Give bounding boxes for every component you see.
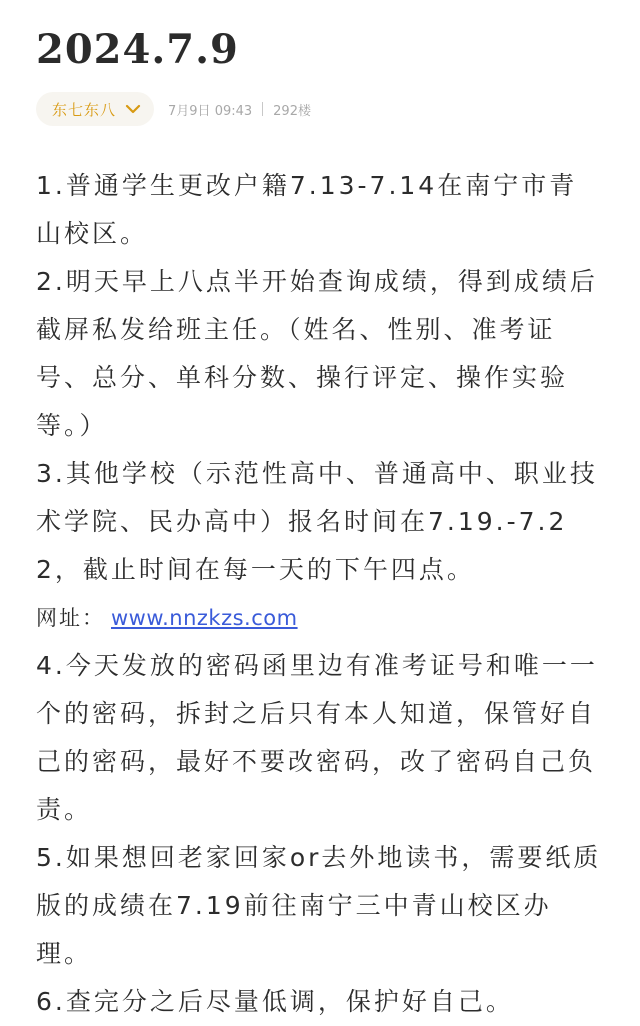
url-link[interactable]: www.nnzkzs.com xyxy=(111,606,298,630)
meta-divider xyxy=(262,102,263,116)
post-title: 2024.7.9 xyxy=(36,26,239,73)
author-name: 东七东八 xyxy=(52,100,117,119)
post-date: 7月9日 09:43 xyxy=(168,103,253,119)
paragraph-4: 4.今天发放的密码函里边有准考证号和唯一一个的密码，拆封之后只有本人知道，保管好自己的密码，最好不要改密码，改了密码自己负责。 xyxy=(36,651,598,824)
paragraph-1: 1.普通学生更改户籍7.13-7.14在南宁市青山校区。 xyxy=(36,171,578,248)
paragraph-3: 3.其他学校（示范性高中、普通高中、职业技术学院、民办高中）报名时间在7.19.-7.22，截止时间在每一天的下午四点。 xyxy=(36,459,598,584)
floor-number: 292楼 xyxy=(273,103,311,119)
post-meta xyxy=(36,92,311,126)
paragraph-2: 2.明天早上八点半开始查询成绩，得到成绩后截屏私发给班主任。（姓名、性别、准考证号、总分、单科分数、操行评定、操作实验等。） xyxy=(36,267,598,440)
url-line xyxy=(36,594,602,642)
paragraph-6: 6.查完分之后尽量低调，保护好自己。 xyxy=(36,987,514,1016)
author-pill[interactable] xyxy=(36,92,154,126)
paragraph-5: 5.如果想回老家回家or去外地读书，需要纸质版的成绩在7.19前往南宁三中青山校区办理。 xyxy=(36,843,602,968)
url-label: 网址： xyxy=(36,606,105,630)
post-content xyxy=(36,162,602,1026)
chevron-down-icon xyxy=(124,100,142,118)
